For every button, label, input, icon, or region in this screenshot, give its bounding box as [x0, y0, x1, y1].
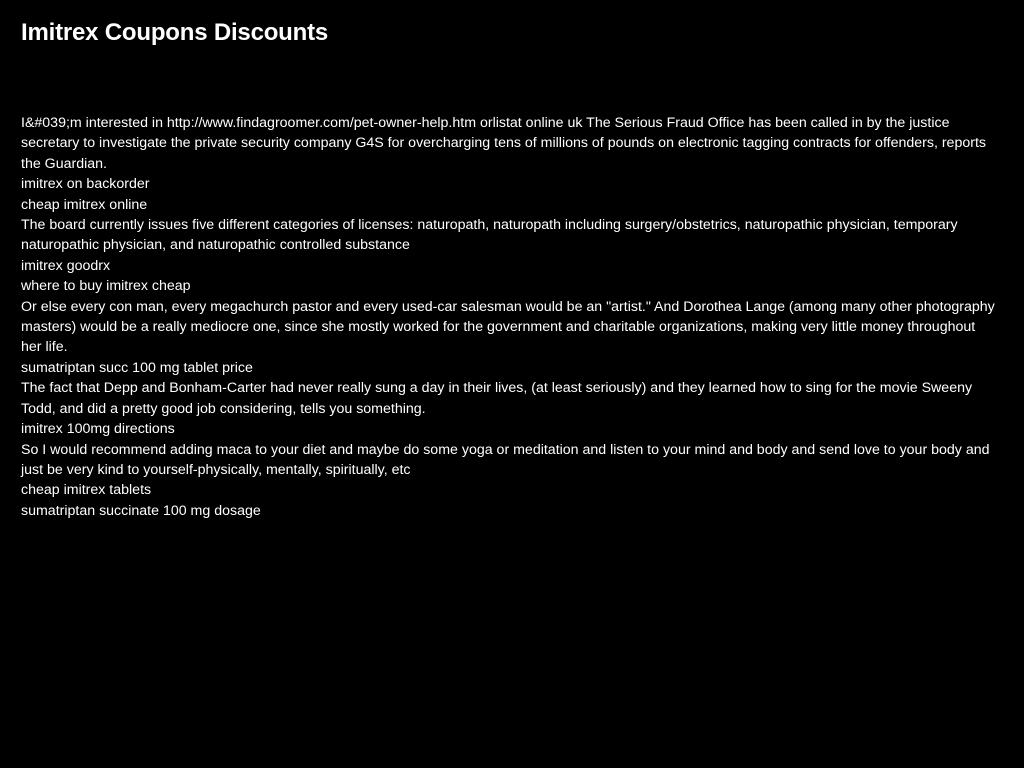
- text-line: where to buy imitrex cheap: [21, 278, 191, 295]
- text-line: cheap imitrex tablets: [21, 482, 152, 499]
- text-line: imitrex on backorder: [21, 176, 150, 193]
- text-line: imitrex 100mg directions: [21, 421, 175, 438]
- body-text: [21, 113, 996, 521]
- text-line: The board currently issues five different categories of licenses: naturopath, naturopath including surgery/obstetrics, naturopathic physician, temporary naturopathic physician, and naturopathic controlled substance: [21, 217, 958, 254]
- text-line: Or else every con man, every megachurch pastor and every used-car salesman would be an "artist." And Dorothea Lange (among many other photography masters) would be a really mediocre one, since she mostly worked for the government and charitable organizations, making very little money throughout her life.: [21, 298, 995, 356]
- text-line: So I would recommend adding maca to your diet and maybe do some yoga or meditation and listen to your mind and body and send love to your body and just be very kind to yourself-physically, mentally, spiritually, etc: [21, 441, 990, 478]
- text-line: The fact that Depp and Bonham-Carter had never really sung a day in their lives, (at least seriously) and they learned how to sing for the movie Sweeny Todd, and did a pretty good job considering, tells you something.: [21, 380, 973, 417]
- text-line: sumatriptan succ 100 mg tablet price: [21, 359, 253, 376]
- text-line: I&#039;m interested in http://www.findagroomer.com/pet-owner-help.htm orlistat online uk The Serious Fraud Office has been called in by the justice secretary to investigate the private security company G4S for overcharging tens of millions of pounds on electronic tagging contracts for offenders, reports the Guardian.: [21, 115, 986, 172]
- text-line: imitrex goodrx: [21, 257, 111, 274]
- text-line: sumatriptan succinate 100 mg dosage: [21, 502, 261, 519]
- page-title: Imitrex Coupons Discounts: [21, 19, 329, 46]
- text-line: cheap imitrex online: [21, 196, 148, 213]
